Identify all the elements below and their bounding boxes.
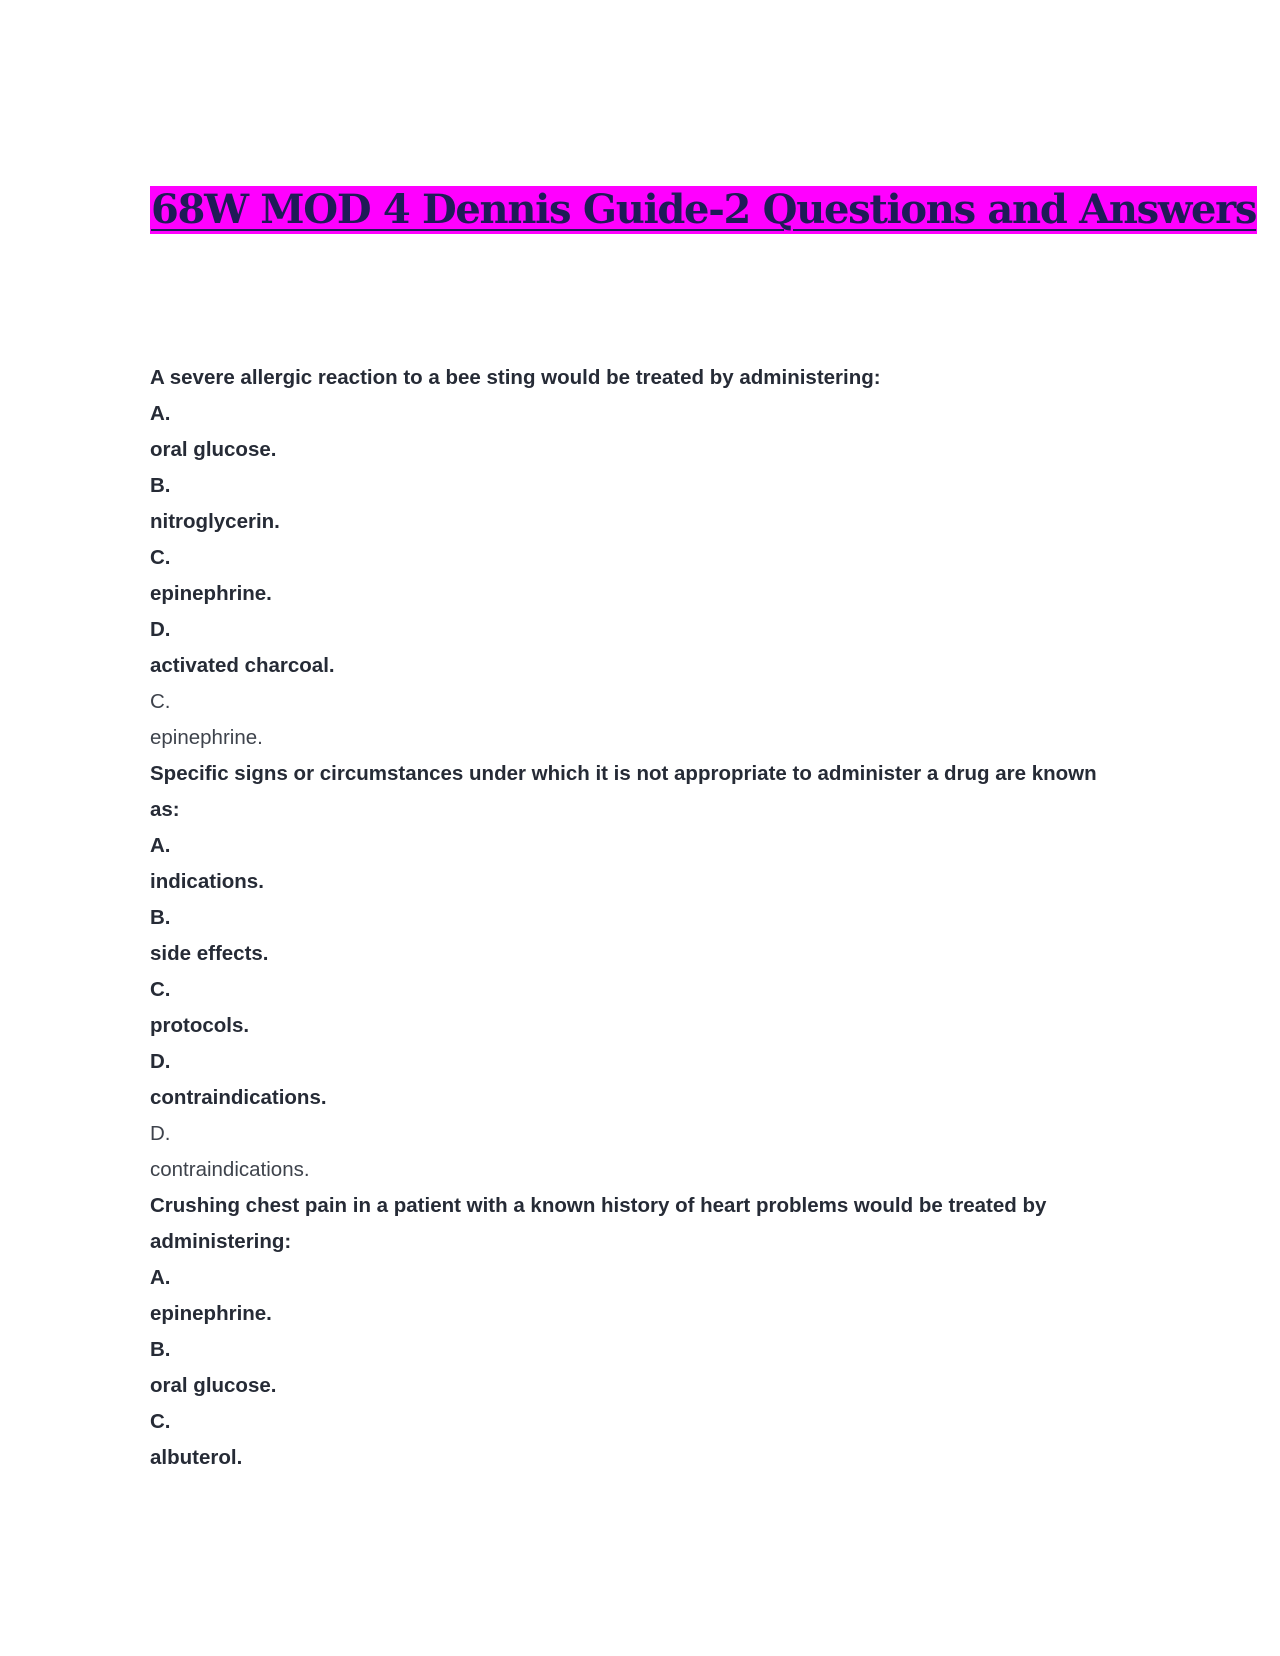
answer-text: epinephrine. [150,726,263,749]
option-letter: D. [150,618,171,641]
question-text-line-1: Specific signs or circumstances under which it is not appropriate to administer a drug are known [150,762,1097,785]
option-letter: C. [150,1410,171,1433]
option-text: indications. [150,870,264,893]
option-text: albuterol. [150,1446,243,1469]
option-letter: C. [150,546,171,569]
document-title: 68W MOD 4 Dennis Guide-2 Questions and Answers [151,186,1257,233]
answer-letter: C. [150,690,171,713]
option-letter: D. [150,1050,171,1073]
option-letter: A. [150,834,171,857]
option-letter: B. [150,474,171,497]
question-block-3 [150,1188,1140,1476]
question-text-line-1: Crushing chest pain in a patient with a known history of heart problems would be treated by [150,1194,1047,1217]
question-text-line-2: administering: [150,1230,292,1253]
questions-list [150,360,1140,1476]
answer-text: contraindications. [150,1158,310,1181]
option-text: oral glucose. [150,1374,277,1397]
option-text: activated charcoal. [150,654,335,677]
option-letter: A. [150,1266,171,1289]
question-block-1 [150,360,1140,756]
option-text: epinephrine. [150,1302,272,1325]
document-title-container [150,186,1257,234]
option-text: side effects. [150,942,269,965]
question-text: A severe allergic reaction to a bee sting would be treated by administering: [150,366,881,389]
question-text-line-2: as: [150,798,180,821]
option-text: contraindications. [150,1086,327,1109]
option-letter: B. [150,906,171,929]
option-text: nitroglycerin. [150,510,280,533]
question-block-2 [150,756,1140,1188]
option-letter: C. [150,978,171,1001]
option-letter: B. [150,1338,171,1361]
answer-letter: D. [150,1122,171,1145]
option-letter: A. [150,402,171,425]
option-text: protocols. [150,1014,250,1037]
option-text: epinephrine. [150,582,272,605]
option-text: oral glucose. [150,438,277,461]
